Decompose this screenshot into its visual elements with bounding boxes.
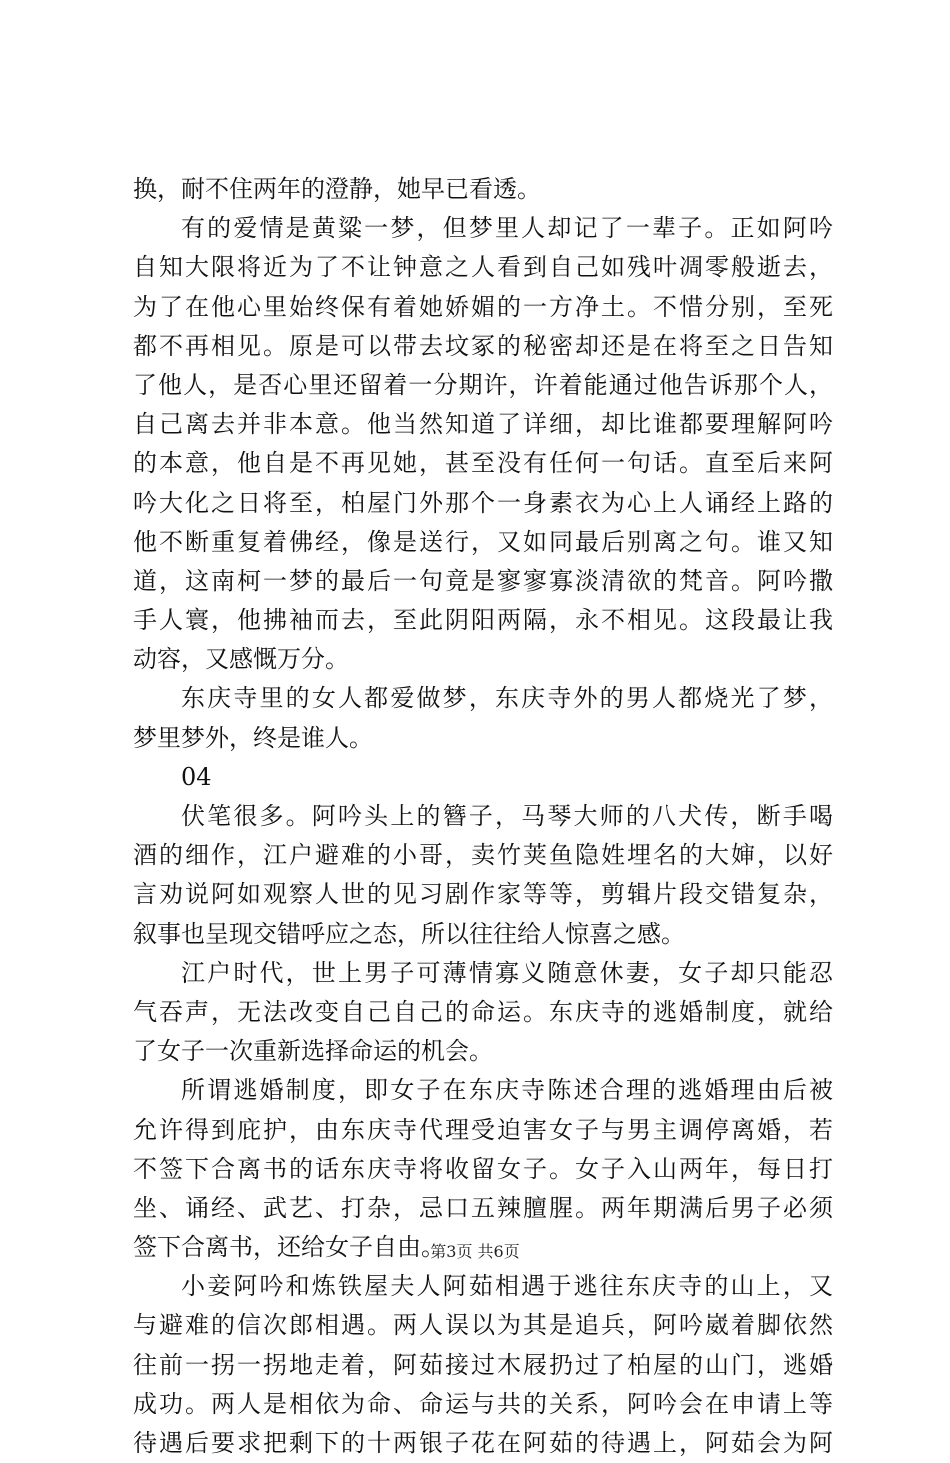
- text-line: 换，耐不住两年的澄静，她早已看透。: [133, 175, 541, 203]
- text-line: 酒的细作，江户避难的小哥，卖竹荚鱼隐姓埋名的大婶，以好: [133, 841, 833, 870]
- text-line: 坐、诵经、武艺、打杂，忌口五辣膻腥。两年期满后男子必须: [133, 1193, 833, 1222]
- text-line: 有的爱情是黄粱一梦，但梦里人却记了一辈子。正如阿吟: [181, 214, 833, 243]
- page-footer: [0, 1240, 950, 1264]
- text-line: 手人寰，他拂袖而去，至此阴阳两隔，永不相见。这段最让我: [133, 606, 833, 635]
- text-line: 叙事也呈现交错呼应之态，所以往往给人惊喜之感。: [133, 919, 685, 948]
- text-line: 的本意，他自是不再见她，甚至没有任何一句话。直至后来阿: [133, 449, 833, 478]
- text-line: 了女子一次重新选择命运的机会。: [133, 1037, 493, 1066]
- text-line: 了他人，是否心里还留着一分期许，许着能通过他告诉那个人，: [133, 370, 833, 399]
- text-line: 小妾阿吟和炼铁屋夫人阿茹相遇于逃往东庆寺的山上，又: [181, 1272, 833, 1301]
- text-line: 成功。两人是相依为命、命运与共的关系，阿吟会在申请上等: [133, 1389, 833, 1418]
- text-line: 为了在他心里始终保有着她娇媚的一方净土。不惜分别，至死: [133, 292, 833, 321]
- text-line: 不签下合离书的话东庆寺将收留女子。女子入山两年，每日打: [133, 1154, 833, 1183]
- page-number-label: 第3页 共6页: [430, 1242, 520, 1261]
- text-line: 签下合离书，还给女子自由。: [133, 1233, 445, 1262]
- text-line: 动容，又感慨万分。: [133, 645, 349, 674]
- text-line: 待遇后要求把剩下的十两银子花在阿茹的待遇上，阿茹会为阿: [133, 1429, 833, 1457]
- text-line: 道，这南柯一梦的最后一句竟是寥寥寡淡清欲的梵音。阿吟撒: [133, 566, 833, 595]
- text-line: 气吞声，无法改变自己自己的命运。东庆寺的逃婚制度，就给: [133, 997, 833, 1026]
- text-line: 自知大限将近为了不让钟意之人看到自己如残叶凋零般逝去，: [133, 253, 833, 282]
- text-line: 伏笔很多。阿吟头上的簪子，马琴大师的八犬传，断手喝: [181, 802, 833, 830]
- text-line: 梦里梦外，终是谁人。: [133, 723, 373, 752]
- text-line: 言劝说阿如观察人世的见习剧作家等等，剪辑片段交错复杂，: [133, 880, 833, 909]
- text-line: 自己离去并非本意。他当然知道了详细，却比谁都要理解阿吟: [133, 410, 833, 439]
- section-number: 04: [181, 762, 212, 791]
- text-line: 与避难的信次郎相遇。两人误以为其是追兵，阿吟崴着脚依然: [133, 1311, 833, 1340]
- text-line: 允许得到庇护，由东庆寺代理受迫害女子与男主调停离婚，若: [133, 1115, 833, 1144]
- body-text: [133, 170, 833, 1463]
- text-line: 江户时代，世上男子可薄情寡义随意休妻，女子却只能忍: [181, 958, 833, 987]
- text-line: 吟大化之日将至，柏屋门外那个一身素衣为心上人诵经上路的: [133, 488, 833, 517]
- text-line: 所谓逃婚制度，即女子在东庆寺陈述合理的逃婚理由后被: [181, 1076, 833, 1105]
- text-line: 东庆寺里的女人都爱做梦，东庆寺外的男人都烧光了梦，: [181, 684, 833, 713]
- text-line: 他不断重复着佛经，像是送行，又如同最后别离之句。谁又知: [133, 527, 833, 556]
- text-line: 往前一拐一拐地走着，阿茹接过木屐扔过了柏屋的山门，逃婚: [133, 1350, 833, 1379]
- text-line: 都不再相见。原是可以带去坟冢的秘密却还是在将至之日告知: [133, 331, 833, 360]
